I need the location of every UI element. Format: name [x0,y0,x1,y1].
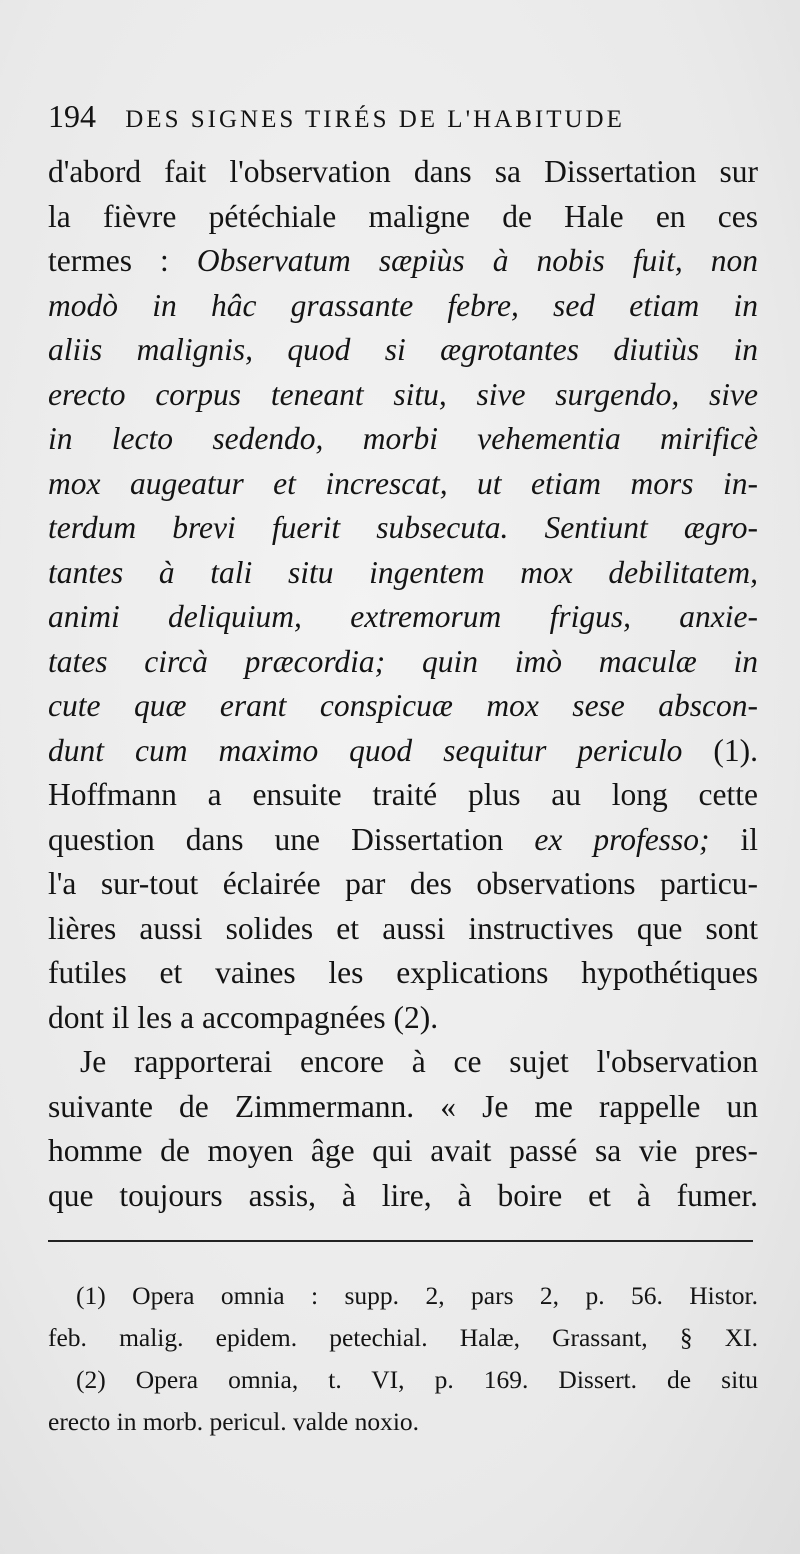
text-line [48,284,758,329]
text-line [48,195,758,240]
text-line [48,684,758,729]
text-run: que toujours assis, à lire, à boire et à fumer. [48,1177,758,1213]
footnote-rule [48,1240,753,1242]
text-run: lières aussi solides et aussi instructives que sont [48,910,758,946]
text-line [48,506,758,551]
text-line [48,1129,758,1174]
footnote-line: feb. malig. epidem. petechial. Halæ, Grassant, § XI. [48,1323,758,1352]
running-header [48,98,760,144]
text-line [48,1085,758,1130]
text-run: la fièvre pétéchiale maligne de Hale en ces [48,198,758,234]
footnote-line: (2) Opera omnia, t. VI, p. 169. Dissert. de situ [76,1365,758,1394]
text-run: dont il les a accompagnées (2). [48,999,439,1035]
footnotes [48,1276,758,1444]
text-run: erecto corpus teneant situ, sive surgendo, sive [48,376,758,412]
text-line [48,729,758,774]
text-run: Je rapporterai encore à ce sujet l'observation [80,1044,758,1079]
text-run: cute quæ erant conspicuæ mox sese abscon- [48,688,758,723]
running-title: DES SIGNES TIRÉS DE L'HABITUDE [125,106,625,133]
text-run: (1). [682,732,759,768]
text-line [48,818,758,863]
text-run: ex professo; [534,821,710,857]
text-run: termes : [48,243,197,278]
text-line [48,1174,758,1219]
text-line [48,1040,758,1085]
text-line [48,462,758,507]
text-line [48,328,758,373]
text-run: dunt cum maximo quod sequitur periculo [48,732,683,768]
text-run: suivante de Zimmermann. « Je me rappelle un [48,1088,758,1124]
text-run: Observatum sæpiùs à nobis fuit, non [196,243,758,278]
text-line [48,551,758,596]
text-run: homme de moyen âge qui avait passé sa vie pres- [48,1133,758,1168]
main-text [48,150,758,1218]
text-run: tantes à tali situ ingentem mox debilitatem, [48,554,758,590]
text-line [48,907,758,952]
text-run: mox augeatur et increscat, ut etiam mors in- [48,465,758,501]
text-run: animi deliquium, extremorum frigus, anxie- [48,599,758,634]
text-line [48,951,758,996]
text-run: d'abord fait l'observation dans sa Dissertation sur [48,154,758,189]
text-line [48,373,758,418]
text-run: question dans une Dissertation [48,821,535,857]
text-run: in lecto sedendo, morbi vehementia mirificè [48,421,758,456]
text-line [48,239,758,284]
text-run: tates circà præcordia; quin imò maculæ in [48,643,758,679]
text-run: l'a sur-tout éclairée par des observations particu- [48,866,758,901]
text-line [48,640,758,685]
text-line [48,417,758,462]
text-line [48,773,758,818]
text-line [48,595,758,640]
text-run: futiles et vaines les explications hypothétiques [48,955,758,990]
text-line [48,862,758,907]
text-run: aliis malignis, quod si ægrotantes diutiùs in [48,332,758,367]
text-run: Hoffmann a ensuite traité plus au long cette [48,777,758,812]
footnote-line: (1) Opera omnia : supp. 2, pars 2, p. 56. Histor. [76,1281,758,1310]
text-line [48,996,758,1041]
page-number: 194 [48,98,96,134]
text-line [48,150,758,195]
text-run: il [709,821,758,857]
text-run: modò in hâc grassante febre, sed etiam in [48,287,758,323]
text-run: terdum brevi fuerit subsecuta. Sentiunt ægro- [48,510,758,545]
footnote-line: erecto in morb. pericul. valde noxio. [48,1407,420,1436]
